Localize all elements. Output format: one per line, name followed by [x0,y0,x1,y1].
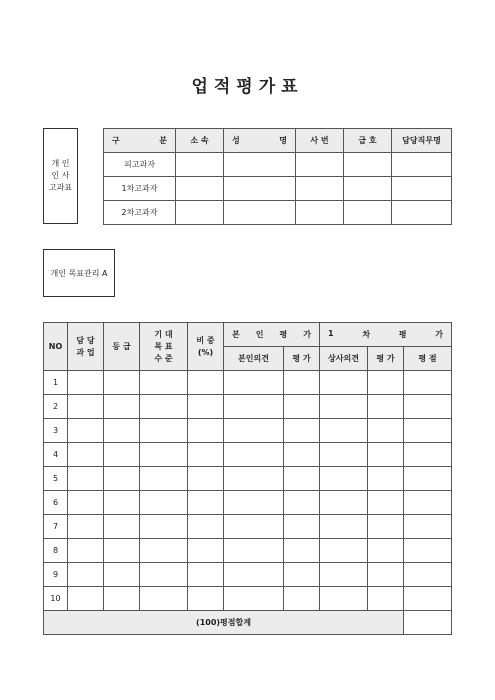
expected-cell[interactable] [140,467,188,491]
weight-cell[interactable] [188,371,224,395]
grade-cell[interactable] [104,443,140,467]
header-geupho: 급 호 [344,129,392,153]
self-opinion-cell[interactable] [224,467,284,491]
first-score-cell[interactable] [368,395,404,419]
self-score-cell[interactable] [284,443,320,467]
name-cell[interactable] [224,201,296,225]
header-weight: 비 중 (%) [188,323,224,371]
table-row [44,371,452,395]
self-score-cell[interactable] [284,371,320,395]
row-number: 8 [44,539,68,563]
rating-cell[interactable] [404,443,452,467]
grade-cell[interactable] [104,467,140,491]
first-score-cell[interactable] [368,491,404,515]
personnel-label-line: 고과표 [48,183,73,192]
grade-cell[interactable] [104,491,140,515]
rating-cell[interactable] [404,419,452,443]
self-opinion-cell[interactable] [224,515,284,539]
weight-cell[interactable] [188,467,224,491]
task-cell[interactable] [68,515,104,539]
self-score-cell[interactable] [284,587,320,611]
personnel-label-line: 개 인 [51,159,70,168]
personnel-review-label [43,128,78,224]
expected-cell[interactable] [140,419,188,443]
boss-opinion-cell[interactable] [320,539,368,563]
header-first-score: 평 가 [368,347,404,371]
task-cell[interactable] [68,491,104,515]
rating-cell[interactable] [404,539,452,563]
personnel-row-label: 1차고과자 [104,177,176,201]
header-task: 담 당 과 업 [68,323,104,371]
sabeon-cell[interactable] [296,201,344,225]
self-score-cell[interactable] [284,515,320,539]
row-number: 7 [44,515,68,539]
table-row [44,563,452,587]
boss-opinion-cell[interactable] [320,419,368,443]
header-expected: 기 대 목 표 수 준 [140,323,188,371]
self-score-cell[interactable] [284,491,320,515]
table-row [44,467,452,491]
rating-cell[interactable] [404,491,452,515]
personnel-row [104,153,452,177]
row-number: 2 [44,395,68,419]
table-row [44,491,452,515]
row-number: 1 [44,371,68,395]
table-row [44,443,452,467]
goal-header-row [44,323,452,347]
goal-rows [44,371,452,611]
expected-cell[interactable] [140,587,188,611]
goal-management-label: 개인 목표관리 A [43,249,115,297]
row-number: 9 [44,563,68,587]
self-score-cell[interactable] [284,539,320,563]
row-number: 5 [44,467,68,491]
expected-cell[interactable] [140,539,188,563]
self-opinion-cell[interactable] [224,587,284,611]
first-score-cell[interactable] [368,539,404,563]
rating-cell[interactable] [404,515,452,539]
sosok-cell[interactable] [176,153,224,177]
table-row [44,515,452,539]
weight-cell[interactable] [188,395,224,419]
boss-opinion-cell[interactable] [320,371,368,395]
weight-cell[interactable] [188,419,224,443]
grade-cell[interactable] [104,515,140,539]
boss-opinion-cell[interactable] [320,467,368,491]
boss-opinion-cell[interactable] [320,515,368,539]
header-self-score: 평 가 [284,347,320,371]
self-opinion-cell[interactable] [224,371,284,395]
personnel-row-label: 2차고과자 [104,201,176,225]
self-opinion-cell[interactable] [224,419,284,443]
boss-opinion-cell[interactable] [320,395,368,419]
expected-cell[interactable] [140,515,188,539]
grade-cell[interactable] [104,539,140,563]
geupho-cell[interactable] [344,177,392,201]
grade-cell[interactable] [104,587,140,611]
weight-cell[interactable] [188,563,224,587]
first-score-cell[interactable] [368,515,404,539]
self-opinion-cell[interactable] [224,443,284,467]
expected-cell[interactable] [140,443,188,467]
rating-cell[interactable] [404,587,452,611]
table-row [44,539,452,563]
weight-cell[interactable] [188,539,224,563]
rating-cell[interactable] [404,371,452,395]
personnel-row [104,177,452,201]
grade-cell[interactable] [104,419,140,443]
boss-opinion-cell[interactable] [320,563,368,587]
total-label: (100)평점합계 [44,611,404,635]
weight-cell[interactable] [188,587,224,611]
header-self-opinion: 본인의견 [224,347,284,371]
task-cell[interactable] [68,467,104,491]
total-row [44,611,452,635]
self-opinion-cell[interactable] [224,539,284,563]
grade-cell[interactable] [104,395,140,419]
first-score-cell[interactable] [368,467,404,491]
row-number: 10 [44,587,68,611]
personnel-row [104,201,452,225]
first-score-cell[interactable] [368,587,404,611]
table-row [44,395,452,419]
geupho-cell[interactable] [344,153,392,177]
header-duty: 담당직무명 [392,129,452,153]
header-sosok: 소 속 [176,129,224,153]
rating-cell[interactable] [404,563,452,587]
boss-opinion-cell[interactable] [320,443,368,467]
rating-cell[interactable] [404,467,452,491]
header-sabeon: 사 번 [296,129,344,153]
duty-cell[interactable] [392,201,452,225]
first-score-cell[interactable] [368,563,404,587]
name-cell[interactable] [224,153,296,177]
name-cell[interactable] [224,177,296,201]
expected-cell[interactable] [140,395,188,419]
weight-cell[interactable] [188,443,224,467]
duty-cell[interactable] [392,177,452,201]
task-cell[interactable] [68,395,104,419]
goal-table [43,322,452,635]
row-number: 6 [44,491,68,515]
task-cell[interactable] [68,443,104,467]
header-no: NO [44,323,68,371]
geupho-cell[interactable] [344,201,392,225]
row-number: 3 [44,419,68,443]
row-number: 4 [44,443,68,467]
table-row [44,587,452,611]
personnel-table [103,128,452,225]
task-cell[interactable] [68,563,104,587]
expected-cell[interactable] [140,371,188,395]
page-title: 업적평가표 [191,77,304,97]
header-first-eval: 1 차 평 가 [320,323,452,347]
personnel-label-line: 인 사 [51,171,70,180]
self-score-cell[interactable] [284,467,320,491]
expected-cell[interactable] [140,491,188,515]
weight-cell[interactable] [188,515,224,539]
self-score-cell[interactable] [284,395,320,419]
grade-cell[interactable] [104,371,140,395]
boss-opinion-cell[interactable] [320,491,368,515]
self-opinion-cell[interactable] [224,491,284,515]
rating-cell[interactable] [404,395,452,419]
sosok-cell[interactable] [176,177,224,201]
grade-cell[interactable] [104,563,140,587]
expected-cell[interactable] [140,563,188,587]
task-cell[interactable] [68,419,104,443]
header-self-eval: 본 인 평 가 [224,323,320,347]
table-row [44,419,452,443]
personnel-row-label: 피고과자 [104,153,176,177]
personnel-header-row [104,129,452,153]
first-score-cell[interactable] [368,443,404,467]
task-cell[interactable] [68,371,104,395]
first-score-cell[interactable] [368,371,404,395]
sosok-cell[interactable] [176,201,224,225]
self-score-cell[interactable] [284,563,320,587]
header-rating: 평 점 [404,347,452,371]
duty-cell[interactable] [392,153,452,177]
self-opinion-cell[interactable] [224,395,284,419]
header-grade: 등 급 [104,323,140,371]
task-cell[interactable] [68,587,104,611]
header-name: 성 명 [224,129,296,153]
sabeon-cell[interactable] [296,177,344,201]
total-score-cell[interactable] [404,611,452,635]
boss-opinion-cell[interactable] [320,587,368,611]
task-cell[interactable] [68,539,104,563]
first-score-cell[interactable] [368,419,404,443]
header-boss-opinion: 상사의견 [320,347,368,371]
self-opinion-cell[interactable] [224,563,284,587]
weight-cell[interactable] [188,491,224,515]
sabeon-cell[interactable] [296,153,344,177]
self-score-cell[interactable] [284,419,320,443]
header-gubun: 구 분 [104,129,176,153]
